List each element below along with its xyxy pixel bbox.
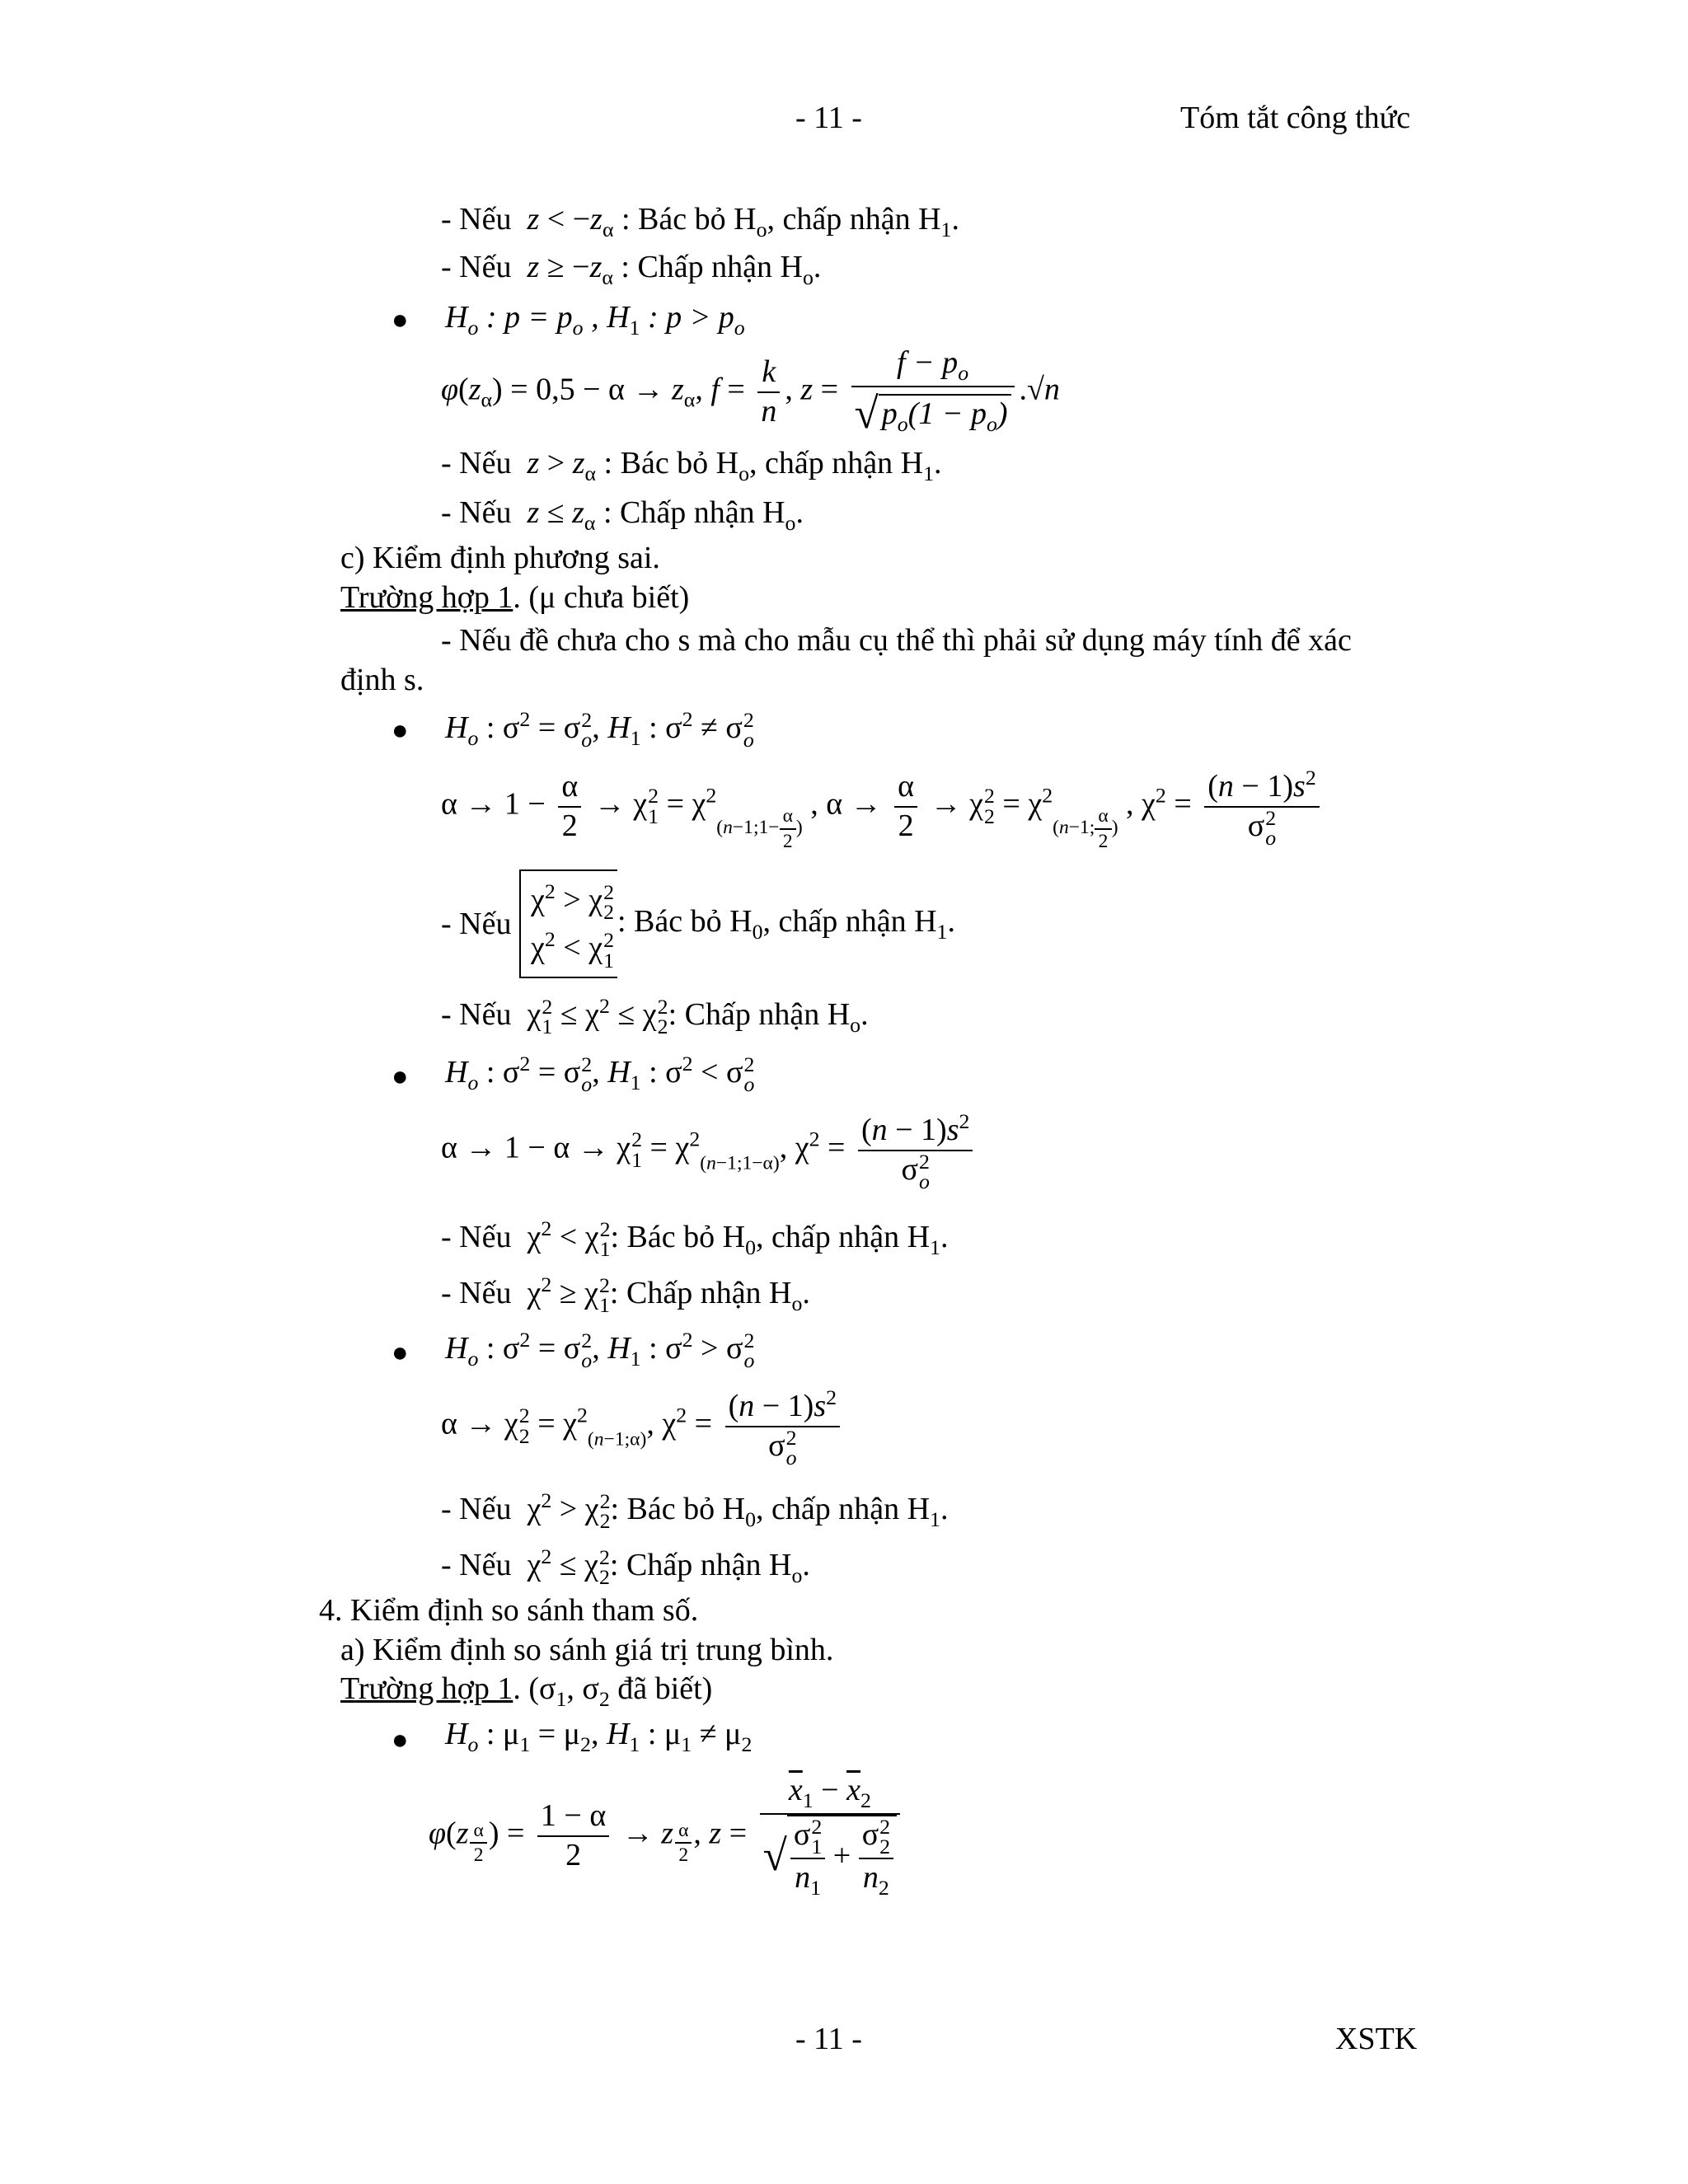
case-heading: Trường hợp 1. ($\sigma_1$, $\sigma_2$ đã biết)	[340, 1671, 713, 1712]
decision-line: - Nếu $\chi^2 > \chi$ 2 2 $\chi^2 < \chi$ 2 1 : Bác bỏ $H_0$, chấp nhận $H_1$.	[441, 869, 955, 978]
hypothesis: $H_o$ : $p = p_o$ , $H_1$ : $p > p_o$	[445, 300, 745, 340]
decision-line: - Nếu $z \le z_\alpha$ : Chấp nhận $H_o$.	[441, 495, 804, 536]
formula: α → 1 − $\frac{\alpha}{2}$ → χ 2 1 = $\chi^2_{(n-1;1- \frac{\alpha}{2} )}$ , α → $\frac{\alpha}{2}$ → χ 2 2 = $\chi^2_{(n-1; \frac{\alpha}{2} )}$ , $\chi^2$ = $(n - 1)s^2$ σ 2 o	[441, 765, 1325, 853]
note-line: - Nếu đề chưa cho s mà cho mẫu cụ thể thì phải sử dụng máy tính để xác	[441, 623, 1352, 658]
decision-line: - Nếu $\chi^2 \le \chi$ 2 2 : Chấp nhận $H_o$.	[441, 1544, 810, 1590]
bullet-icon: ●	[392, 1338, 409, 1368]
decision-line: - Nếu $z < -z_\alpha$ : Bác bỏ $H_o$, chấp nhận $H_1$.	[441, 202, 959, 242]
hypothesis: $H_o$ : $\sigma^2 = \sigma$ 2 o , $H_1$ : $\sigma^2 < \sigma$ 2 o	[445, 1052, 755, 1097]
bullet-icon: ●	[392, 1725, 409, 1755]
decision-line: - Nếu $\chi^2 > \chi$ 2 2 : Bác bỏ $H_0$, chấp nhận $H_1$.	[441, 1488, 949, 1534]
decision-line: - Nếu χ 2 1 ≤ $\chi^2 \le \chi$ 2 2 : Chấp nhận $H_o$.	[441, 994, 869, 1039]
hypothesis: $H_o$ : $\sigma^2 = \sigma$ 2 o , $H_1$ : $\sigma^2 > \sigma$ 2 o	[445, 1328, 755, 1373]
hypothesis: $H_o$ : $\mu_1 = \mu_2$, $H_1$ : $\mu_1 \ne \mu_2$	[445, 1717, 753, 1757]
bullet-icon: ●	[392, 1062, 409, 1092]
decision-line: - Nếu $\chi^2 < \chi$ 2 1 : Bác bỏ $H_0$, chấp nhận $H_1$.	[441, 1216, 949, 1262]
formula: $\varphi(z_\alpha) = 0,5 - \alpha \to z_\alpha$, f = $\frac{k}{n}$ , z = $\frac{f - p_o}{√ p_o(1 - p_o)}$ .√n	[441, 345, 1060, 438]
header-page-number: - 11 -	[795, 101, 862, 135]
section-heading: a) Kiểm định so sánh giá trị trung bình.	[340, 1633, 834, 1667]
section-heading: 4. Kiểm định so sánh tham số.	[319, 1593, 699, 1628]
header-title: Tóm tắt công thức	[1180, 101, 1411, 135]
bullet-icon: ●	[392, 305, 409, 335]
formula: φ(z $\frac{\alpha}{2}$ ) = $\frac{1 - \alpha}{2}$ → z $\frac{\alpha}{2}$ , z = $\overline{x}_1 - \overline{x}_2$ √ σ 2 1 $n_1$ + σ 2 2 $n_2$	[429, 1772, 905, 1900]
decision-line: - Nếu $\chi^2 \ge \chi$ 2 1 : Chấp nhận $H_o$.	[441, 1272, 810, 1318]
section-heading: c) Kiểm định phương sai.	[340, 541, 660, 575]
formula: α → χ 2 2 = $\chi^2_{(n-1;\alpha)}$, $\chi^2$ = $(n - 1)s^2$ σ 2 o	[441, 1385, 845, 1469]
footer-page-number: - 11 -	[795, 2022, 862, 2056]
formula: α → 1 − α → χ 2 1 = $\chi^2_{(n-1;1-\alpha)}$, $\chi^2$ = $(n - 1)s^2$ σ 2 o	[441, 1108, 978, 1193]
hypothesis: $H_o$ : $\sigma^2 = \sigma$ 2 o , $H_1$ : $\sigma^2 \ne \sigma$ 2 o	[445, 707, 754, 752]
note-line: định s.	[340, 663, 424, 697]
bullet-icon: ●	[392, 715, 409, 746]
case-heading: Trường hợp 1. (μ chưa biết)	[340, 580, 690, 615]
decision-line: - Nếu $z > z_\alpha$ : Bác bỏ $H_o$, chấp nhận $H_1$.	[441, 446, 942, 486]
footer-label: XSTK	[1335, 2022, 1418, 2056]
decision-line: - Nếu $z \ge -z_\alpha$ : Chấp nhận $H_o$.	[441, 250, 822, 290]
